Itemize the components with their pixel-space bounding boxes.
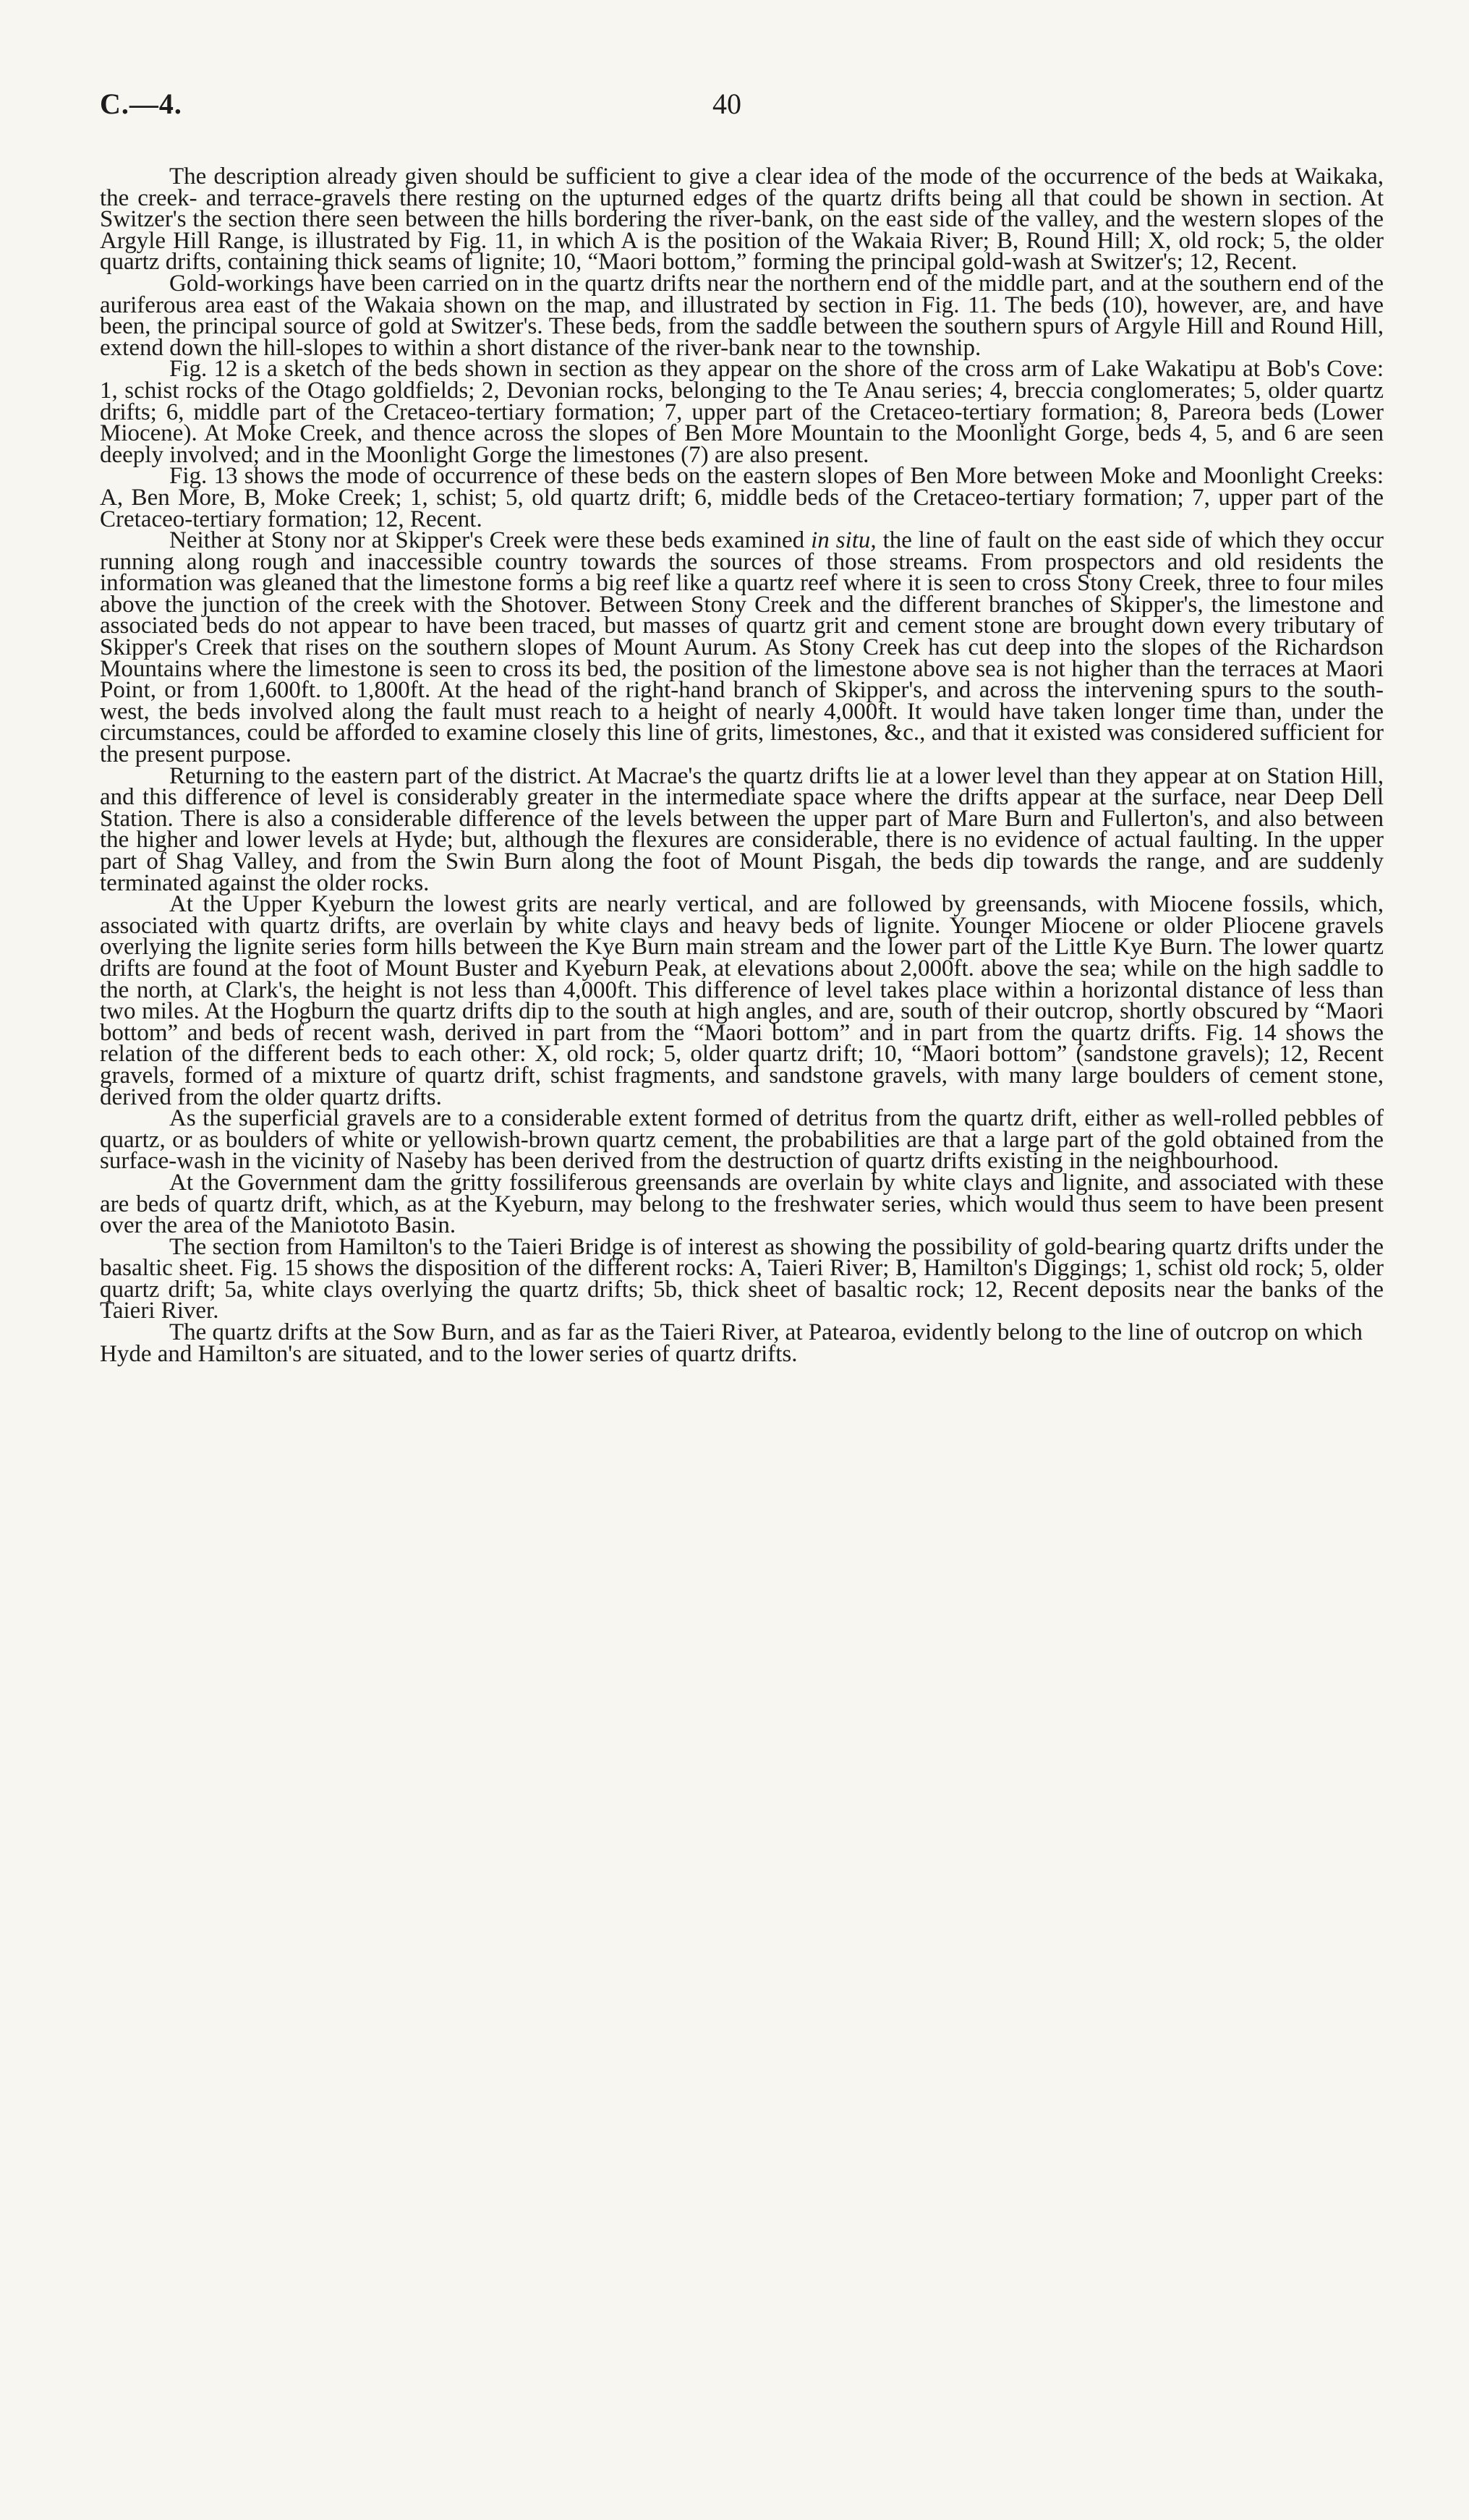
- paragraph: The section from Hamilton's to the Taieri Bridge is of interest as showing the possibility of gold-bearing quartz drifts under the basaltic sheet. Fig. 15 shows the disposition of the different rocks: A, Taieri River; B, Hamilton's Diggings; 1, schist old rock; 5, older quartz drift; 5a, white clays overlying the quartz drifts; 5b, thick sheet of basaltic rock; 12, Recent deposits near the banks of the Taieri River.: [100, 1233, 1384, 1324]
- document-code: C.—4.: [100, 88, 182, 120]
- paragraph: As the superficial gravels are to a considerable extent formed of detritus from the quartz drift, either as well-rolled pebbles of quartz, or as boulders of white or yellowish-brown quartz cement, the probabilities are that a large part of the gold obtained from the surface-wash in the vicinity of Naseby has been derived from the destruction of quartz drifts existing in the neighbourhood.: [100, 1105, 1384, 1175]
- paragraph-text: the line of fault on the east side of which they occur running along rough and inaccessible country towards the sources of those streams. From prospectors and old residents the information was gleaned that the limestone forms a big reef like a quartz reef where it is seen to cross Stony Creek, three to four miles above the junction of the creek with the Shotover. Between Stony Creek and the different branches of Skipper's, the limestone and associated beds do not appear to have been traced, but masses of quartz grit and cement stone are brought down every tributary of Skipper's Creek that rises on the southern slopes of Mount Aurum. As Stony Creek has cut deep into the slopes of the Richardson Mountains where the limestone is seen to cross its bed, the position of the limestone above sea is not higher than the terraces at Maori Point, or from 1,600ft. to 1,800ft. At the head of the right-hand branch of Skipper's, and across the intervening spurs to the south-west, the beds involved along the fault must reach to a height of nearly 4,000ft. It would have taken longer time than, under the circumstances, could be afforded to examine closely this line of grits, limestones, &c., and that it existed was considered sufficient for the present purpose.: [100, 527, 1384, 768]
- body-text: [100, 163, 1384, 1367]
- italic-phrase: in situ,: [811, 527, 877, 554]
- page-header: [0, 87, 1469, 130]
- paragraph: The description already given should be sufficient to give a clear idea of the mode of the occurrence of the beds at Waikaka, the creek- and terrace-gravels there resting on the upturned edges of the quartz drifts being all that could be shown in section. At Switzer's the section there seen between the hills bordering the river-bank, on the east side of the valley, and the western slopes of the Argyle Hill Range, is illustrated by Fig. 11, in which A is the position of the Wakaia River; B, Round Hill; X, old rock; 5, the older quartz drifts, containing thick seams of lignite; 10, “Maori bottom,” forming the principal gold-wash at Switzer's; 12, Recent.: [100, 163, 1384, 276]
- paragraph: Returning to the eastern part of the district. At Macrae's the quartz drifts lie at a lower level than they appear at on Station Hill, and this difference of level is considerably greater in the intermediate space where the drifts appear at the surface, near Deep Dell Station. There is also a considerable difference of the levels between the upper part of Mare Burn and Fullerton's, and also between the higher and lower levels at Hyde; but, although the flexures are considerable, there is no evidence of actual faulting. In the upper part of Shag Valley, and from the Swin Burn along the foot of Mount Pisgah, the beds dip towards the range, and are suddenly terminated against the older rocks.: [100, 762, 1384, 896]
- paragraph: The quartz drifts at the Sow Burn, and as far as the Taieri River, at Patearoa, evidently belong to the line of outcrop on which Hyde and Hamilton's are situated, and to the lower series of quartz drifts.: [100, 1319, 1363, 1367]
- paragraph: Gold-workings have been carried on in the quartz drifts near the northern end of the middle part, and at the southern end of the auriferous area east of the Wakaia shown on the map, and illustrated by section in Fig. 11. The beds (10), however, are, and have been, the principal source of gold at Switzer's. These beds, from the saddle between the southern spurs of Argyle Hill and Round Hill, extend down the hill-slopes to within a short distance of the river-bank near to the township.: [100, 270, 1384, 361]
- paragraph: Fig. 12 is a sketch of the beds shown in section as they appear on the shore of the cross arm of Lake Wakatipu at Bob's Cove: 1, schist rocks of the Otago goldfields; 2, Devonian rocks, belonging to the Te Anau series; 4, breccia conglomerates; 5, older quartz drifts; 6, middle part of the Cretaceo-tertiary formation; 7, upper part of the Cretaceo-tertiary formation; 8, Pareora beds (Lower Miocene). At Moke Creek, and thence across the slopes of Ben More Mountain to the Moonlight Gorge, beds 4, 5, and 6 are seen deeply involved; and in the Moonlight Gorge the limestones (7) are also present.: [100, 356, 1384, 468]
- paragraph: [100, 527, 1384, 768]
- page-number: 40: [712, 88, 741, 120]
- paragraph: Fig. 13 shows the mode of occurrence of these beds on the eastern slopes of Ben More between Moke and Moonlight Creeks: A, Ben More, B, Moke Creek; 1, schist; 5, old quartz drift; 6, middle beds of the Cretaceo-tertiary formation; 7, upper part of the Cretaceo-tertiary formation; 12, Recent.: [100, 463, 1384, 532]
- paragraph-text: Neither at Stony nor at Skipper's Creek were these beds examined: [169, 527, 805, 554]
- paragraph: At the Government dam the gritty fossiliferous greensands are overlain by white clays and lignite, and associated with these are beds of quartz drift, which, as at the Kyeburn, may belong to the freshwater series, which would thus seem to have been present over the area of the Maniototo Basin.: [100, 1169, 1384, 1239]
- paragraph: At the Upper Kyeburn the lowest grits are nearly vertical, and are followed by greensands, with Miocene fossils, which, associated with quartz drifts, are overlain by white clays and heavy beds of lignite. Younger Miocene or older Pliocene gravels overlying the lignite series form hills between the Kye Burn main stream and the lower part of the Little Kye Burn. The lower quartz drifts are found at the foot of Mount Buster and Kyeburn Peak, at elevations about 2,000ft. above the sea; while on the high saddle to the north, at Clark's, the height is not less than 4,000ft. This difference of level takes place within a horizontal distance of less than two miles. At the Hogburn the quartz drifts dip to the south at high angles, and are, south of their outcrop, shortly obscured by “Maori bottom” and beds of recent wash, derived in part from the “Maori bottom” and in part from the quartz drifts. Fig. 14 shows the relation of the different beds to each other: X, old rock; 5, older quartz drift; 10, “Maori bottom” (sandstone gravels); 12, Recent gravels, formed of a mixture of quartz drift, schist fragments, and sandstone gravels, with many large boulders of cement stone, derived from the older quartz drifts.: [100, 891, 1384, 1110]
